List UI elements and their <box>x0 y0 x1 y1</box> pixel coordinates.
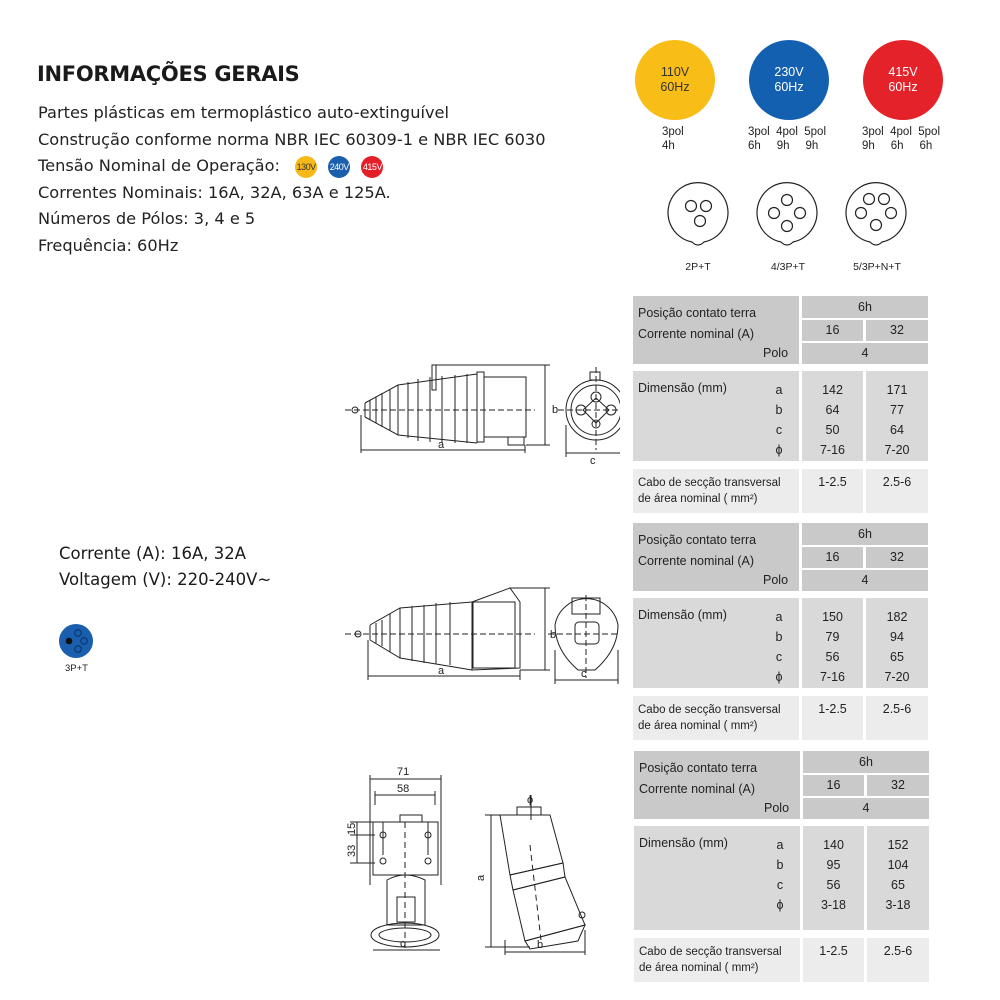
dim-value: 94 <box>890 630 904 644</box>
dim-letter: b <box>775 403 783 417</box>
dim-value: 182 <box>886 610 908 624</box>
earth-label: Posição contato terra <box>638 533 757 547</box>
pol-line: 6h 9h 9h <box>748 140 819 152</box>
dim-value: 152 <box>887 838 909 852</box>
cable-label-line: Cabo de secção transversal <box>638 704 781 716</box>
earth-label: Posição contato terra <box>639 761 758 775</box>
frequency-value: 60Hz <box>660 80 690 94</box>
dim-letter: c <box>775 650 783 664</box>
dim-letter: a <box>775 610 783 624</box>
cable-value-16: 1-2.5 <box>819 944 848 958</box>
earth-value: 6h <box>858 300 872 314</box>
voltage-value: 415V <box>888 65 918 79</box>
socket-label-4-3p-t: 4/3P+T <box>770 261 806 273</box>
dim-value: 56 <box>826 878 841 892</box>
cable-value-16: 1-2.5 <box>818 702 847 716</box>
dimension-label: Dimensão (mm) <box>638 381 727 395</box>
dim-letter: a <box>775 383 783 397</box>
socket-face-diagrams <box>660 178 980 248</box>
voltage-circle-230v <box>749 40 829 120</box>
dim-label-b: b <box>552 404 559 416</box>
voltage-circle-110v <box>635 40 715 120</box>
dim-value: 3-18 <box>820 898 847 912</box>
connector-dimension-diagram <box>340 580 620 685</box>
dim-value: 50 <box>825 423 840 437</box>
dim-value: 56 <box>825 650 840 664</box>
frequency-value: 60Hz <box>774 80 804 94</box>
dim-col-32 <box>866 607 928 687</box>
current-label: Corrente nominal (A) <box>638 327 755 341</box>
frequency-value: 60Hz <box>888 80 918 94</box>
cable-section <box>634 938 929 982</box>
dim-letters <box>770 835 790 915</box>
dim-col-16 <box>802 607 863 687</box>
dim-value: 95 <box>826 858 841 872</box>
socket-label-5-3p-n-t: 5/3P+N+T <box>853 261 901 273</box>
pol-info-415v <box>862 125 940 153</box>
cable-value-32: 2.5-6 <box>882 475 912 489</box>
pol-line: 3pol 4pol 5pol <box>748 126 827 138</box>
current-label: Corrente nominal (A) <box>639 782 756 796</box>
earth-value: 6h <box>859 755 873 769</box>
cable-value-32: 2.5-6 <box>883 944 913 958</box>
dim-value: 7-20 <box>884 670 910 684</box>
cable-label-line: Cabo de secção transversal <box>639 946 782 958</box>
general-info-list <box>38 100 546 259</box>
cable-section <box>633 469 928 513</box>
dim-letter: ϕ <box>775 670 783 684</box>
pol-line: 3pol 4pol 5pol <box>862 126 941 138</box>
section-title: INFORMAÇÕES GERAIS <box>37 62 300 86</box>
cable-value-16: 1-2.5 <box>818 475 847 489</box>
dim-label-c: c <box>581 668 587 680</box>
dim-col-16 <box>802 380 863 460</box>
socket-label-2p-t: 2P+T <box>685 261 711 273</box>
table-header <box>634 751 929 819</box>
current-32: 32 <box>890 323 904 337</box>
cable-label-line: de área nominal ( mm²) <box>638 720 758 732</box>
voltage-label: Tensão Nominal de Operação: <box>38 156 280 175</box>
cable-label-line: de área nominal ( mm²) <box>639 962 759 974</box>
dim-value: 140 <box>823 838 844 852</box>
table-header <box>633 296 928 364</box>
cable-label-line: de área nominal ( mm²) <box>638 493 758 505</box>
dim-value: 79 <box>825 630 840 644</box>
cable-value-32: 2.5-6 <box>882 702 912 716</box>
pole-value: 4 <box>862 801 870 815</box>
voltage-badge-415v: 415V <box>361 156 383 178</box>
dim-label-c: c <box>590 455 596 465</box>
spec-voltage: Voltagem (V): 220-240V~ <box>59 570 272 589</box>
voltage-badge-240v: 240V <box>328 156 350 178</box>
pol-info-110v <box>662 125 684 153</box>
cable-label <box>638 475 781 507</box>
voltage-value: 110V <box>660 65 690 79</box>
info-line-voltage <box>38 153 546 180</box>
dim-label-a: a <box>438 665 445 677</box>
dim-col-16 <box>803 835 864 915</box>
dim-label-15: 15 <box>346 822 358 835</box>
dim-value: 104 <box>887 858 909 872</box>
dim-value: 7-20 <box>884 443 910 457</box>
dim-label-c: c <box>400 938 406 950</box>
dim-letter: a <box>776 838 784 852</box>
dimension-section <box>633 598 928 688</box>
cable-label <box>639 944 782 976</box>
spec-current: Corrente (A): 16A, 32A <box>59 544 247 563</box>
pol-info-230v <box>748 125 826 153</box>
info-line-poles: Números de Pólos: 3, 4 e 5 <box>38 209 256 228</box>
current-32: 32 <box>891 778 905 792</box>
wall-socket-dimension-diagram <box>345 765 605 955</box>
socket-3p-t-blue-icon <box>58 623 94 659</box>
plug-dimension-diagram <box>340 355 620 465</box>
socket-badge-label: 3P+T <box>65 663 88 674</box>
dim-value: 65 <box>891 878 905 892</box>
dim-value: 65 <box>890 650 904 664</box>
info-line-currents: Correntes Nominais: 16A, 32A, 63A e 125A. <box>38 182 391 202</box>
cable-label-line: Cabo de secção transversal <box>638 477 781 489</box>
dim-value: 142 <box>822 383 843 397</box>
dim-letter: c <box>775 423 783 437</box>
info-line-plastic: Partes plásticas em termoplástico auto-extinguível <box>38 103 450 122</box>
pole-label: Polo <box>763 573 789 587</box>
pol-line: 9h 6h 6h <box>862 140 933 152</box>
dim-letter: c <box>776 878 784 892</box>
dim-value: 64 <box>825 403 840 417</box>
dim-value: 77 <box>890 403 904 417</box>
dimension-section <box>633 371 928 461</box>
dim-value: 171 <box>886 383 908 397</box>
pole-value: 4 <box>861 573 869 587</box>
dim-value: 64 <box>890 423 904 437</box>
voltage-value: 230V <box>774 65 804 79</box>
earth-value: 6h <box>858 527 872 541</box>
voltage-circle-415v <box>863 40 943 120</box>
dimension-label: Dimensão (mm) <box>639 836 728 850</box>
current-32: 32 <box>890 550 904 564</box>
dim-label-a: a <box>438 439 445 451</box>
dim-label-phi: ϕ <box>527 794 534 806</box>
dimension-label: Dimensão (mm) <box>638 608 727 622</box>
dim-letter: b <box>776 858 784 872</box>
info-line-frequency: Frequência: 60Hz <box>38 235 179 255</box>
socket-face-5-3p-n-t-icon <box>846 183 906 245</box>
table-header <box>633 523 928 591</box>
dim-value: 7-16 <box>819 670 846 684</box>
dim-letter: ϕ <box>775 443 783 457</box>
dim-letters <box>769 607 789 687</box>
pole-label: Polo <box>763 346 789 360</box>
dimension-section <box>634 826 929 930</box>
dim-letter: b <box>775 630 783 644</box>
dim-label-71: 71 <box>397 766 410 778</box>
dim-col-32 <box>866 380 928 460</box>
pole-label: Polo <box>764 801 790 815</box>
dim-value: 150 <box>822 610 843 624</box>
dim-label-b: b <box>537 939 544 951</box>
pol-line: 3pol <box>662 126 684 138</box>
pol-line: 4h <box>662 140 675 152</box>
info-line-norm: Construção conforme norma NBR IEC 60309-1 e NBR IEC 6030 <box>38 129 546 149</box>
socket-face-4-3p-t-icon <box>757 183 817 245</box>
socket-face-2p-t-icon <box>668 183 728 245</box>
current-16: 16 <box>825 550 840 564</box>
dim-label-b: b <box>550 629 557 641</box>
dim-value: 3-18 <box>885 898 911 912</box>
spec-table-wall-socket <box>634 751 929 982</box>
spec-table-connector <box>633 523 928 740</box>
cable-section <box>633 696 928 740</box>
spec-table-plug <box>633 296 928 513</box>
dim-value: 7-16 <box>819 443 846 457</box>
dim-label-58: 58 <box>397 783 410 795</box>
current-label: Corrente nominal (A) <box>638 554 755 568</box>
earth-label: Posição contato terra <box>638 306 757 320</box>
cable-label <box>638 702 781 734</box>
voltage-badge-130v: 130V <box>295 156 317 178</box>
dim-letters <box>769 380 789 460</box>
dim-label-a: a <box>475 874 487 881</box>
pole-value: 4 <box>861 346 869 360</box>
dim-letter: ϕ <box>776 898 784 912</box>
dim-label-33: 33 <box>346 844 358 857</box>
current-16: 16 <box>826 778 841 792</box>
current-16: 16 <box>825 323 840 337</box>
dim-col-32 <box>867 835 929 915</box>
